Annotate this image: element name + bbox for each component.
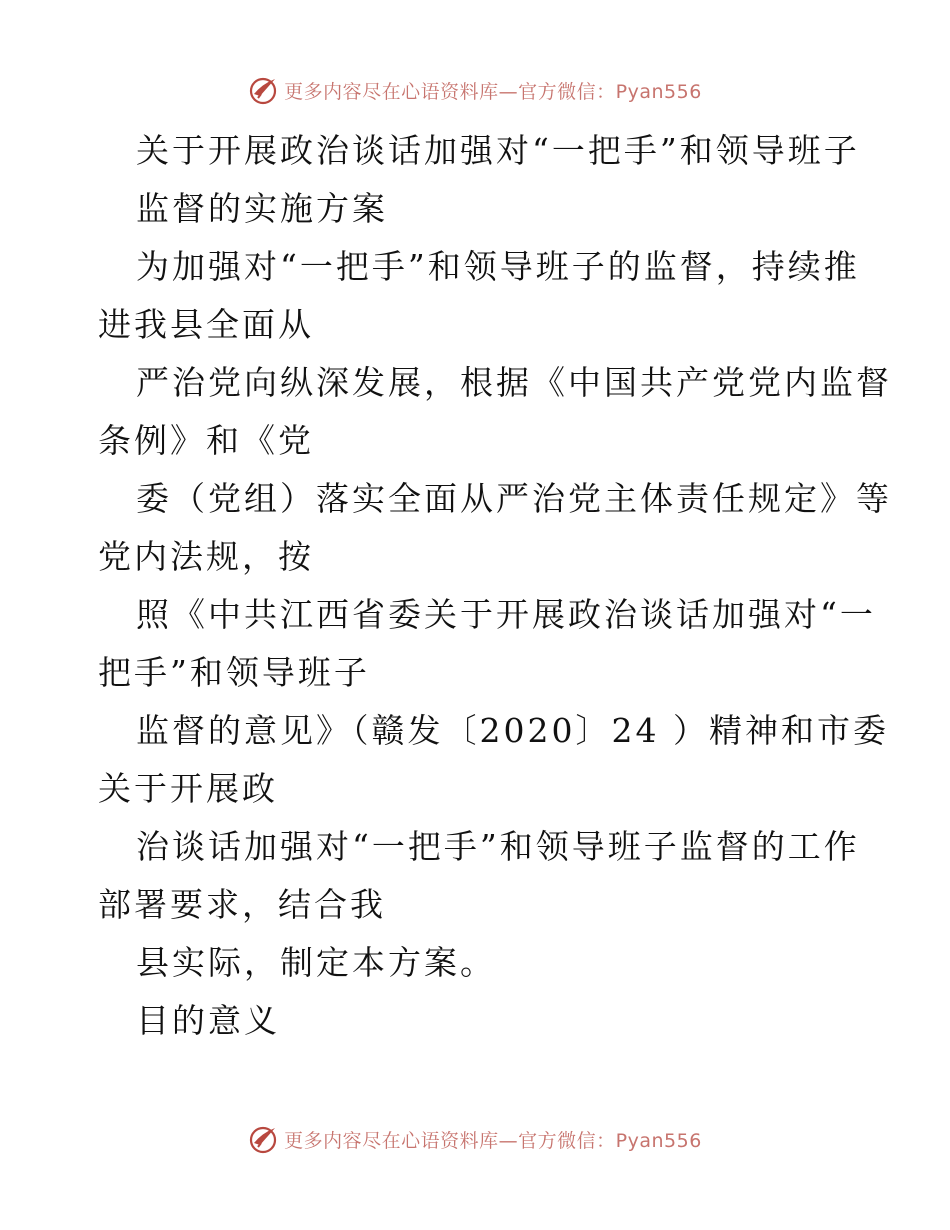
paragraph-line: 治谈话加强对“一把手”和领导班子监督的工作 — [136, 827, 860, 866]
paragraph-line: 关于开展政 — [98, 769, 278, 808]
document-body — [98, 122, 892, 1050]
brush-pen-logo-icon — [248, 1123, 280, 1155]
watermark-text: 更多内容尽在心语资料库—官方微信：Pyan556 — [284, 1129, 702, 1152]
header-watermark — [0, 70, 950, 110]
paragraph-line: 监督的意见》（赣发〔2020〕24 ）精神和市委 — [136, 711, 889, 750]
paragraph-line: 进我县全面从 — [98, 305, 314, 344]
footer-watermark — [0, 1119, 950, 1159]
paragraph-line: 部署要求，结合我 — [98, 885, 386, 924]
paragraph-line: 把手”和领导班子 — [98, 653, 370, 692]
paragraph-line: 条例》和《党 — [98, 421, 314, 460]
title-line-2: 监督的实施方案 — [136, 189, 388, 228]
paragraph-line: 严治党向纵深发展，根据《中国共产党党内监督 — [136, 363, 892, 402]
paragraph-line: 党内法规，按 — [98, 537, 314, 576]
brush-pen-logo-icon — [248, 74, 280, 106]
paragraph-line: 县实际，制定本方案。 — [136, 943, 496, 982]
title-line-1: 关于开展政治谈话加强对“一把手”和领导班子 — [136, 131, 860, 170]
paragraph-line: 照《中共江西省委关于开展政治谈话加强对“一 — [136, 595, 876, 634]
paragraph-line: 为加强对“一把手”和领导班子的监督，持续推 — [136, 247, 860, 286]
watermark-text: 更多内容尽在心语资料库—官方微信：Pyan556 — [284, 80, 702, 103]
section-heading: 目的意义 — [136, 1001, 280, 1040]
paragraph-line: 委（党组）落实全面从严治党主体责任规定》等 — [136, 479, 892, 518]
